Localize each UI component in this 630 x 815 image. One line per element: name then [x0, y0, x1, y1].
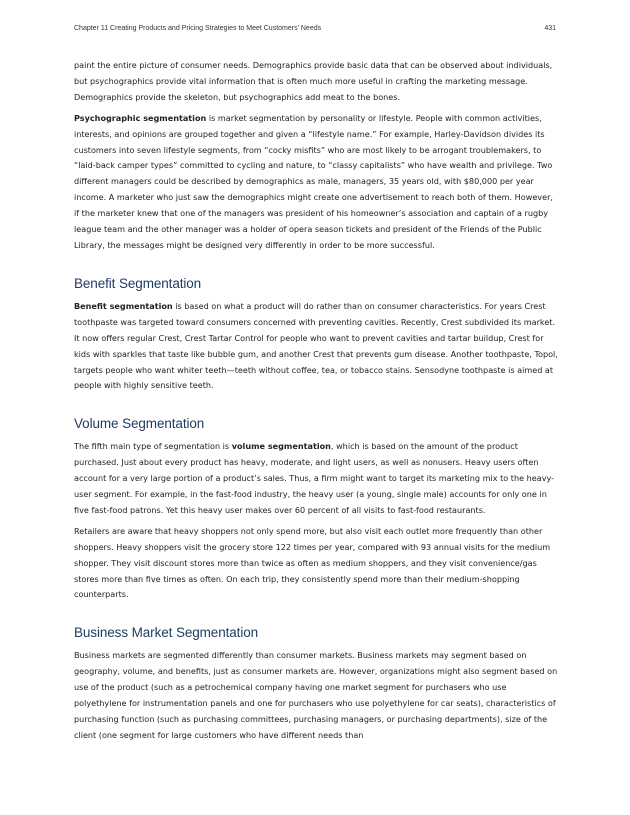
key-term: volume segmentation [231, 441, 331, 452]
paragraph [74, 299, 560, 394]
key-term: Benefit segmentation [74, 300, 173, 311]
running-header [74, 25, 556, 32]
paragraph: Retailers are aware that heavy shoppers not only spend more, but also visit each outlet more frequently than other shoppers. Heavy shoppers visit the grocery store 122 times per year, compared with 93 annual visits for the medium shopper. They visit discount stores more than twice as often as medium shoppers, and they visit convenience/gas stores more than five times as often. On each trip, they consistently spend more than their medium-shopping counterparts. [74, 525, 551, 600]
paragraph [74, 439, 560, 519]
page-content [74, 58, 560, 749]
section-heading: Business Market Segmentation [74, 625, 259, 641]
paragraph: Business markets are segmented differently than consumer markets. Business markets may segment based on geography, volume, and benefits, just as consumer markets are. However, organizations might also segment based on use of the product (such as a petrochemical company having one market segment for purchasers who use polyethylene for instrumentation panels and one for purchasers who use polyethylene for car seats), characteristics of purchasing function (such as purchasing committees, purchasing managers, or purchasing departments), size of the client (one segment for large customers who have different needs than [74, 650, 558, 740]
paragraph-text: The fifth main type of segmentation is [74, 441, 232, 452]
paragraph [74, 111, 560, 254]
paragraph-text: is market segmentation by personality or lifestyle. People with common activities, interests, and opinions are grouped together and given a “lifestyle name.” For example, Harley-Davidson divides its customers into seven lifestyle segments, from “cocky misfits” who are most likely to be arrogant troublemakers, to “laid-back camper types” committed to cycling and nature, to “classy capitalists” who have wealth and privilege. Two different managers could be described by demographics as male, managers, 35 years old, with $80,000 per year income. A marketer who just saw the demographics might create one advertisement to reach both of them. However, if the marketer knew that one of the managers was president of his homeowner’s association and captain of a rugby league team and the other manager was a holder of opera season tickets and president of the Friends of the Public Library, the messages might be designed very differently in order to be more successful. [74, 112, 553, 250]
page-number: 431 [544, 25, 556, 32]
chapter-title: Chapter 11 Creating Products and Pricing Strategies to Meet Customers' Needs [74, 25, 322, 32]
paragraph-text: is based on what a product will do rather than on consumer characteristics. For years Crest toothpaste was targeted toward consumers concerned with preventing cavities. Recently, Crest subdivided its market. It now offers regular Crest, Crest Tartar Control for people who want to prevent cavities and tartar buildup, Crest for kids with sparkles that taste like bubble gum, and another Crest that prevents gum disease. Another toothpaste, Topol, targets people who want whiter teeth—teeth without coffee, tea, or tobacco stains. Sensodyne toothpaste is aimed at people with highly sensitive teeth. [74, 300, 558, 391]
key-term: Psychographic segmentation [74, 112, 207, 123]
paragraph: paint the entire picture of consumer needs. Demographics provide basic data that can be observed about individuals, but psychographics provide vital information that is often much more useful in crafting the marketing message. Demographics provide the skeleton, but psychographics add meat to the bones. [74, 60, 553, 102]
paragraph-text: , which is based on the amount of the product purchased. Just about every product has heavy, moderate, and light users, as well as nonusers. Heavy users often account for a very large portion of a product’s sales. Thus, a firm might want to target its marketing mix to the heavy-user segment. For example, in the fast-food industry, the heavy user (a young, single male) accounts for only one in five fast-food patrons. Yet this heavy user makes over 60 percent of all visits to fast-food restaurants. [74, 441, 555, 515]
section-heading: Benefit Segmentation [74, 275, 202, 291]
section-heading: Volume Segmentation [74, 416, 205, 432]
